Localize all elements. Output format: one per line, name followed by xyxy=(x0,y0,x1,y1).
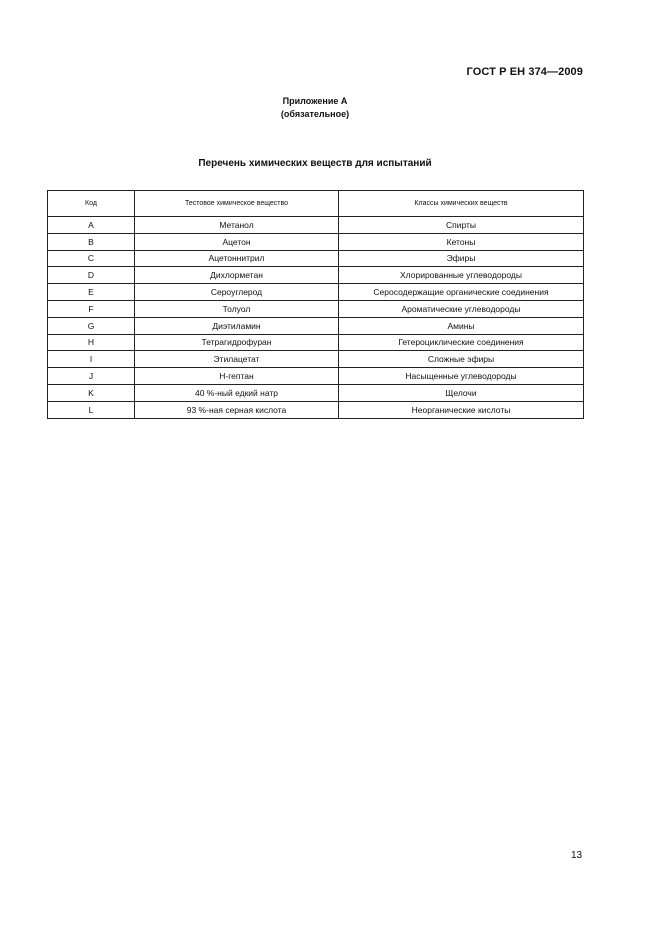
cell-substance: Сероуглерод xyxy=(135,284,339,301)
cell-substance: Толуол xyxy=(135,300,339,317)
table-row xyxy=(48,217,584,234)
chemicals-table xyxy=(47,190,584,419)
table-row xyxy=(48,334,584,351)
table-row xyxy=(48,368,584,385)
table-row xyxy=(48,351,584,368)
cell-code: H xyxy=(48,334,135,351)
table-row xyxy=(48,317,584,334)
table-row xyxy=(48,233,584,250)
table-header-row xyxy=(48,191,584,217)
cell-class: Ароматические углеводороды xyxy=(339,300,584,317)
cell-substance: Дихлорметан xyxy=(135,267,339,284)
table-row xyxy=(48,267,584,284)
cell-code: D xyxy=(48,267,135,284)
table-row xyxy=(48,284,584,301)
annex-heading xyxy=(0,95,630,121)
cell-class: Кетоны xyxy=(339,233,584,250)
table-title: Перечень химических веществ для испытаний xyxy=(198,158,432,169)
cell-code: G xyxy=(48,317,135,334)
header-code: Код xyxy=(48,191,135,217)
cell-class: Амины xyxy=(339,317,584,334)
cell-class: Эфиры xyxy=(339,250,584,267)
cell-class: Спирты xyxy=(339,217,584,234)
cell-substance: 93 %-ная серная кислота xyxy=(135,401,339,418)
annex-title: Приложение А xyxy=(282,96,348,106)
cell-class: Серосодержащие органические соединения xyxy=(339,284,584,301)
cell-code: F xyxy=(48,300,135,317)
cell-substance: Этилацетат xyxy=(135,351,339,368)
cell-substance: Н-гептан xyxy=(135,368,339,385)
cell-substance: Метанол xyxy=(135,217,339,234)
header-substance: Тестовое химическое вещество xyxy=(135,191,339,217)
cell-code: K xyxy=(48,384,135,401)
annex-status: (обязательное) xyxy=(280,109,350,119)
cell-substance: Ацетоннитрил xyxy=(135,250,339,267)
cell-class: Сложные эфиры xyxy=(339,351,584,368)
cell-substance: Диэтиламин xyxy=(135,317,339,334)
table-row xyxy=(48,384,584,401)
cell-class: Гетероциклические соединения xyxy=(339,334,584,351)
cell-class: Щелочи xyxy=(339,384,584,401)
table-row xyxy=(48,401,584,418)
cell-code: A xyxy=(48,217,135,234)
cell-substance: Тетрагидрофуран xyxy=(135,334,339,351)
cell-code: I xyxy=(48,351,135,368)
cell-class: Насыщенные углеводороды xyxy=(339,368,584,385)
table-row xyxy=(48,300,584,317)
cell-substance: 40 %-ный едкий натр xyxy=(135,384,339,401)
table-row xyxy=(48,250,584,267)
cell-code: L xyxy=(48,401,135,418)
cell-code: B xyxy=(48,233,135,250)
cell-code: E xyxy=(48,284,135,301)
cell-code: J xyxy=(48,368,135,385)
cell-substance: Ацетон xyxy=(135,233,339,250)
cell-class: Неорганические кислоты xyxy=(339,401,584,418)
cell-code: C xyxy=(48,250,135,267)
cell-class: Хлорированные углеводороды xyxy=(339,267,584,284)
document-code: ГОСТ Р ЕН 374—2009 xyxy=(466,66,583,78)
header-class: Классы химических веществ xyxy=(339,191,584,217)
page-number: 13 xyxy=(571,850,583,861)
